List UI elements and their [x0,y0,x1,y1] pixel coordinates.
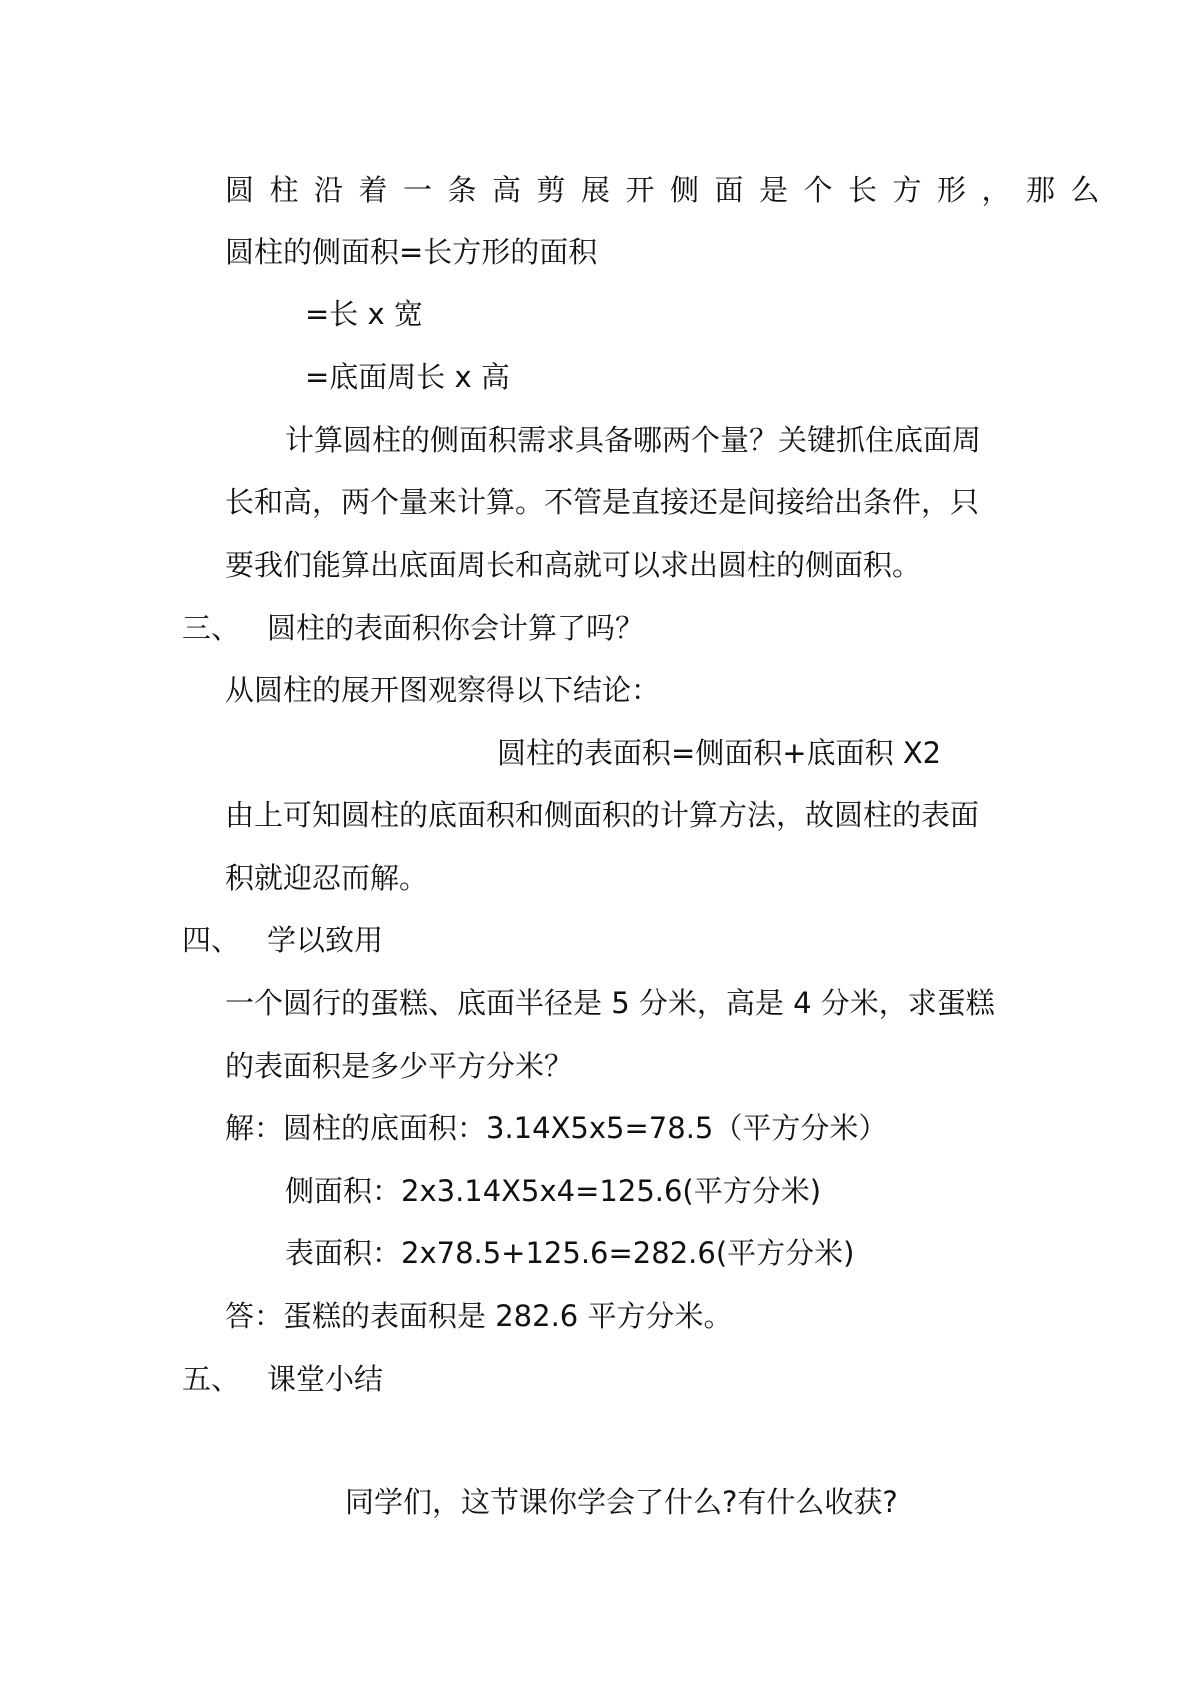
section-number: 五、 [182,1362,241,1396]
paragraph-line: 计算圆柱的侧面积需求具备哪两个量？关键抓住底面周 [285,423,982,457]
paragraph-line: 从圆柱的展开图观察得以下结论： [225,673,661,707]
paragraph-line: 一个圆行的蛋糕、底面半径是 5 分米，高是 4 分米，求蛋糕 [225,986,995,1020]
paragraph-line: 长和高，两个量来计算。不管是直接还是间接给出条件，只 [225,485,980,519]
section-title: 课堂小结 [267,1362,384,1396]
formula-line: =长 x 宽 [305,297,423,331]
formula-line: =底面周长 x 高 [305,360,510,394]
paragraph-line: 圆柱沿着一条高剪展开侧面是个长方形，那么 [225,173,1116,207]
paragraph-line: 积就迎忍而解。 [225,861,429,895]
section-title: 学以致用 [267,923,384,957]
paragraph-line: 的表面积是多少平方分米？ [225,1049,574,1083]
answer-line: 答：蛋糕的表面积是 282.6 平方分米。 [225,1299,733,1333]
paragraph-line: 由上可知圆柱的底面积和侧面积的计算方法，故圆柱的表面 [225,798,980,832]
section-title: 圆柱的表面积你会计算了吗？ [267,611,645,645]
solution-line: 表面积：2x78.5+125.6=282.6(平方分米) [285,1236,855,1270]
section-number: 四、 [182,923,241,957]
formula-line: 圆柱的表面积=侧面积+底面积 X2 [497,736,942,770]
paragraph-line: 要我们能算出底面周长和高就可以求出圆柱的侧面积。 [225,548,922,582]
solution-line: 侧面积：2x3.14X5x4=125.6(平方分米) [285,1174,822,1208]
closing-question: 同学们，这节课你学会了什么?有什么收获? [345,1485,898,1519]
solution-line: 解：圆柱的底面积：3.14X5x5=78.5（平方分米） [225,1111,888,1145]
section-number: 三、 [182,611,241,645]
paragraph-line: 圆柱的侧面积=长方形的面积 [225,235,598,269]
